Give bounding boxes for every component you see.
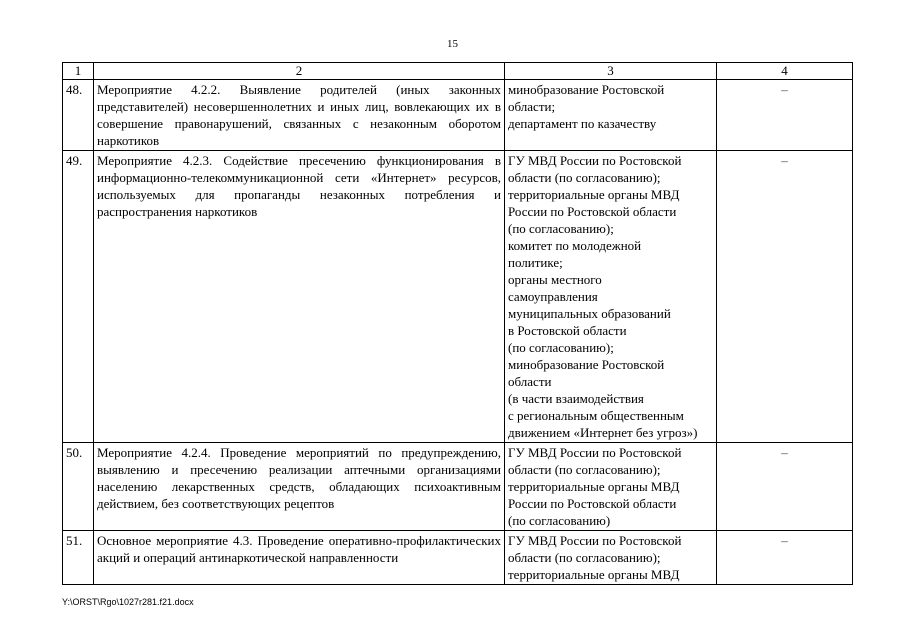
- table-row: [63, 531, 853, 585]
- executor-line: России по Ростовской области: [508, 204, 677, 219]
- table-row: [63, 80, 853, 151]
- page-number: 15: [447, 38, 458, 50]
- row-number: 51.: [63, 531, 94, 585]
- executor-line: органы местного: [508, 272, 602, 287]
- executor-line: департамент по казачеству: [508, 116, 657, 131]
- header-cell-2: 2: [94, 63, 505, 80]
- row-number: 48.: [63, 80, 94, 151]
- header-cell-4: 4: [717, 63, 853, 80]
- executor-line: движением «Интернет без угроз»): [508, 425, 698, 440]
- executor-line: ГУ МВД России по Ростовской: [508, 533, 682, 548]
- row-number: 49.: [63, 151, 94, 443]
- measure-description: Основное мероприятие 4.3. Проведение оперативно-профилактических акций и операций антинаркотической направленности: [94, 531, 505, 585]
- executor-line: комитет по молодежной: [508, 238, 642, 253]
- executor-line: (в части взаимодействия: [508, 391, 644, 406]
- executor-line: области: [508, 374, 552, 389]
- executors-cell: [505, 151, 717, 443]
- table-row: [63, 443, 853, 531]
- measures-table: [62, 62, 853, 585]
- executor-line: минобразование Ростовской: [508, 82, 665, 97]
- executor-line: территориальные органы МВД: [508, 567, 680, 582]
- row-number: 50.: [63, 443, 94, 531]
- measure-description: Мероприятие 4.2.2. Выявление родителей (иных законных представителей) несовершеннолетних и иных лиц, вовлекающих их в совершение правонарушений, связанных с незаконным оборотом наркотиков: [94, 80, 505, 151]
- executor-line: области (по согласованию);: [508, 170, 661, 185]
- executor-line: (по согласованию);: [508, 221, 614, 236]
- executor-line: с региональным общественным: [508, 408, 684, 423]
- executor-line: области (по согласованию);: [508, 462, 661, 477]
- executor-line: области (по согласованию);: [508, 550, 661, 565]
- executor-line: (по согласованию);: [508, 340, 614, 355]
- executor-line: политике;: [508, 255, 563, 270]
- column-4-value: –: [717, 80, 853, 151]
- header-cell-3: 3: [505, 63, 717, 80]
- header-cell-1: 1: [63, 63, 94, 80]
- executors-cell: [505, 443, 717, 531]
- executor-line: территориальные органы МВД: [508, 187, 680, 202]
- executor-line: в Ростовской области: [508, 323, 627, 338]
- column-4-value: –: [717, 531, 853, 585]
- executors-cell: [505, 80, 717, 151]
- executor-line: России по Ростовской области: [508, 496, 677, 511]
- executors-cell: [505, 531, 717, 585]
- executor-line: области;: [508, 99, 556, 114]
- file-path-footer: Y:\ORST\Rgo\1027r281.f21.docx: [62, 597, 194, 607]
- executor-line: ГУ МВД России по Ростовской: [508, 153, 682, 168]
- executor-line: муниципальных образований: [508, 306, 671, 321]
- table-row: [63, 151, 853, 443]
- executor-line: минобразование Ростовской: [508, 357, 665, 372]
- executor-line: территориальные органы МВД: [508, 479, 680, 494]
- measure-description: Мероприятие 4.2.4. Проведение мероприятий по предупреждению, выявлению и пресечению реализации аптечными организациями населению лекарственных средств, обладающих психоактивным действием, без соответствующих рецептов: [94, 443, 505, 531]
- executor-line: (по согласованию): [508, 513, 611, 528]
- table-header-row: [63, 63, 853, 80]
- executor-line: самоуправления: [508, 289, 598, 304]
- column-4-value: –: [717, 151, 853, 443]
- measure-description: Мероприятие 4.2.3. Содействие пресечению функционирования в информационно-телекоммуникационной сети «Интернет» ресурсов, используемых для пропаганды незаконных потребления и распространения наркотиков: [94, 151, 505, 443]
- column-4-value: –: [717, 443, 853, 531]
- executor-line: ГУ МВД России по Ростовской: [508, 445, 682, 460]
